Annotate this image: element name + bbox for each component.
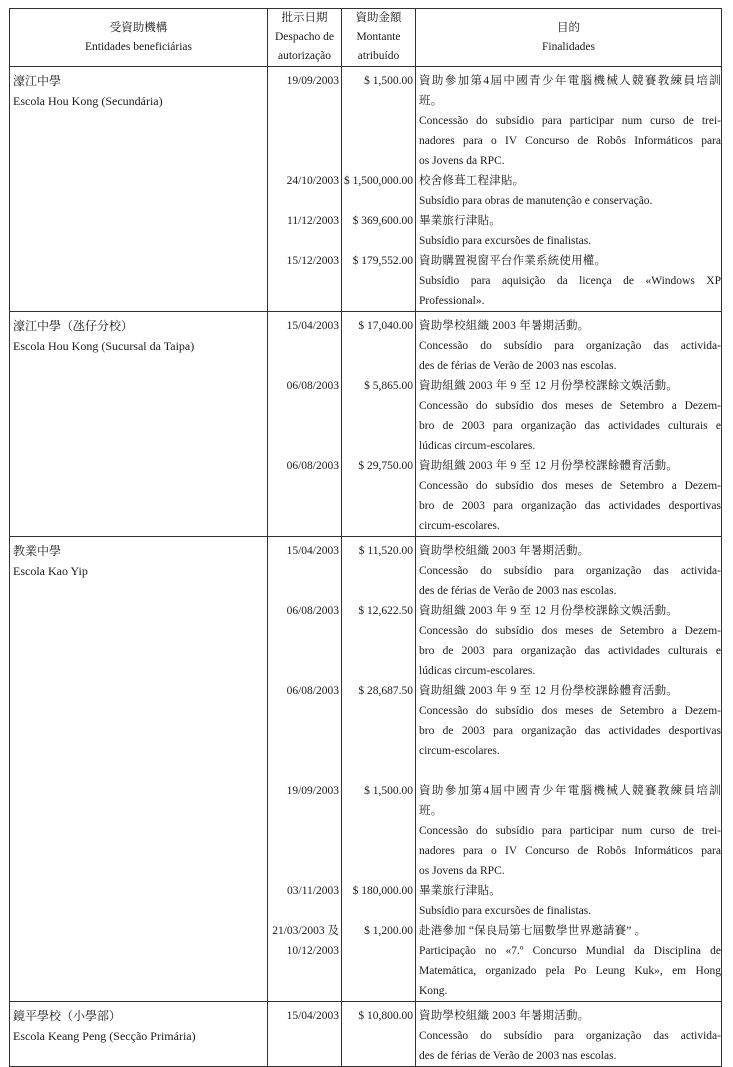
approval-date [268,741,341,761]
purpose-text: Concessão do subsídio para participar num curso de trei- [419,825,721,837]
purpose-text: Concessão do subsídio para organização das activida- [419,340,721,352]
subsidy-amount: $ 1,200.00 [364,925,413,937]
approval-date [268,961,341,981]
entity-name-pt: Escola Hou Kong (Sucursal da Taipa) [13,339,195,353]
purpose-text: 資助組織 2003 年 9 至 12 月份學校課餘體育活動。 [419,685,678,697]
purpose-text [416,761,721,781]
subsidy-amount [342,516,415,536]
subsidy-amount [342,151,415,171]
subsidy-amount: $ 12,622.50 [358,605,413,617]
approval-date [268,821,341,841]
approval-date [268,151,341,171]
header-amount-pt2: atribuído [357,50,400,62]
approval-date [268,1046,341,1066]
purpose-text: des de férias de Verão de 2003 nas escolas. [419,360,617,372]
approval-date [268,476,341,496]
approval-date: 10/12/2003 [286,945,339,957]
subsidy-amount [342,496,415,516]
entity-cell [10,67,268,312]
header-entity [10,9,268,67]
approval-date [268,131,341,151]
subsidy-amount [342,1046,415,1066]
purpose-text: os Jovens da RPC. [419,155,505,167]
header-entity-zh: 受資助機構 [109,21,168,34]
purpose-text: Kong. [419,985,448,997]
header-entity-pt: Entidades beneficiárias [85,40,192,53]
approval-date [268,661,341,681]
purpose-text: 資助參加第4屆中國青少年電腦機械人競賽教練員培訓 [419,75,721,87]
subsidy-amount [342,761,415,781]
entity-cell [10,312,268,537]
purpose-text: Matemática, organizado pela Po Leung Kuk», em Hong [419,965,721,977]
approval-date [268,981,341,1001]
entity-name-pt: Escola Kao Yip [13,564,88,578]
header-purpose-pt: Finalidades [541,40,596,53]
approval-date [268,901,341,921]
subsidy-amount [342,131,415,151]
approval-date: 06/08/2003 [286,460,339,472]
document-page [9,8,721,1062]
header-purpose [416,9,722,67]
approval-date: 21/03/2003 及 [272,925,339,937]
subsidy-amount [342,271,415,291]
subsidy-amount [342,476,415,496]
subsidy-amount [342,561,415,581]
amount-cell [342,67,416,312]
purpose-text: circum-escolares. [419,520,500,532]
subsidy-amount [342,861,415,881]
header-amount [342,9,416,67]
subsidy-amount [342,821,415,841]
subsidy-amount [342,901,415,921]
subsidy-amount: $ 1,500.00 [364,75,413,87]
purpose-text: 資助參加第4屆中國青少年電腦機械人競賽教練員培訓 [419,785,721,797]
entity-name-zh: 鏡平學校（小學部） [13,1009,122,1023]
subsidy-amount: $ 1,500,000.00 [344,175,413,187]
subsidy-amount [342,741,415,761]
approval-date: 03/11/2003 [287,885,339,897]
purpose-text: 班。 [419,805,443,817]
subsidy-amount: $ 1,500.00 [364,785,413,797]
approval-date [268,436,341,456]
amount-cell [342,1002,416,1067]
header-date-zh: 批示日期 [281,12,328,24]
subsidy-amount [342,641,415,661]
purpose-text: Concessão do subsídio dos meses de Setembro a Dezem- [419,400,721,412]
approval-date [268,336,341,356]
subsidy-amount [342,941,415,961]
purpose-text: nadores para o IV Concurso de Robôs Informáticos para [419,845,721,857]
subsidy-amount: $ 10,800.00 [358,1010,413,1022]
entity-cell [10,537,268,1002]
entity-name-zh: 教業中學 [13,544,62,558]
purpose-text: 資助組織 2003 年 9 至 12 月份學校課餘體育活動。 [419,460,678,472]
subsidy-amount [342,111,415,131]
approval-date: 19/09/2003 [286,75,339,87]
subsidy-amount [342,336,415,356]
subsidy-amount [342,416,415,436]
purpose-cell [416,1002,722,1067]
approval-date [268,641,341,661]
purpose-text: Subsídio para aquisição da licença de «Windows XP [419,275,721,287]
approval-date [268,1026,341,1046]
approval-date [268,396,341,416]
purpose-text: 資助購置視窗平台作業系統使用權。 [419,255,607,267]
date-cell [268,312,342,537]
approval-date: 15/04/2003 [286,320,339,332]
purpose-text: nadores para o IV Concurso de Robôs Informáticos para [419,135,721,147]
approval-date [268,496,341,516]
purpose-text: lúdicas circum-escolares. [419,440,536,452]
approval-date: 06/08/2003 [286,685,339,697]
purpose-text: circum-escolares. [419,745,500,757]
header-purpose-zh: 目的 [557,21,580,34]
subsidy-amount [342,801,415,821]
header-date-pt1: Despacho de [274,31,335,43]
table-row [10,67,722,312]
date-cell [268,67,342,312]
purpose-text: bro de 2003 para organização das actividades culturais e [419,645,721,657]
approval-date [268,416,341,436]
subsidy-amount [342,231,415,251]
purpose-text: Concessão do subsídio dos meses de Setembro a Dezem- [419,625,721,637]
header-amount-pt1: Montante [356,31,401,43]
approval-date: 06/08/2003 [286,380,339,392]
table-row [10,312,722,537]
entity-name-pt: Escola Hou Kong (Secundária) [13,94,163,108]
purpose-text: Concessão do subsídio dos meses de Setembro a Dezem- [419,480,721,492]
header-date [268,9,342,67]
subsidy-amount: $ 17,040.00 [358,320,413,332]
purpose-text: Subsídio para obras de manutenção e conservação. [419,195,653,207]
approval-date: 11/12/2003 [287,215,339,227]
date-cell [268,1002,342,1067]
purpose-text: Professional». [419,295,485,307]
purpose-text: 資助學校組織 2003 年暑期活動。 [419,320,590,332]
subsidy-amount: $ 369,600.00 [352,215,413,227]
approval-date: 19/09/2003 [286,785,339,797]
approval-date: 24/10/2003 [286,175,339,187]
subsidy-amount: $ 179,552.00 [352,255,413,267]
purpose-text: 資助組織 2003 年 9 至 12 月份學校課餘文娛活動。 [419,380,678,392]
subsidy-amount [342,661,415,681]
purpose-text: bro de 2003 para organização das actividades desportivas [419,725,721,737]
table-row [10,537,722,1002]
entity-name-zh: 濠江中學 [13,74,62,88]
purpose-text: Concessão do subsídio dos meses de Setembro a Dezem- [419,705,721,717]
subsidy-amount: $ 180,000.00 [352,885,413,897]
purpose-text: Concessão do subsídio para participar num curso de trei- [419,115,721,127]
purpose-cell [416,312,722,537]
approval-date [268,761,341,781]
subsidy-amount [342,91,415,111]
header-amount-zh: 資助金額 [355,12,402,24]
approval-date [268,861,341,881]
purpose-text: des de férias de Verão de 2003 nas escolas. [419,585,617,597]
subsidy-amount: $ 11,520.00 [358,545,413,557]
approval-date: 06/08/2003 [286,605,339,617]
purpose-text: 畢業旅行津貼。 [419,215,501,227]
subsidy-amount [342,291,415,311]
purpose-text: des de férias de Verão de 2003 nas escolas. [419,1050,617,1062]
purpose-text: 赴港參加 “保良局第七屆數學世界邀請賽” 。 [419,925,647,937]
subsidy-amount [342,841,415,861]
approval-date: 15/04/2003 [286,545,339,557]
subsidy-amount [342,621,415,641]
approval-date: 15/04/2003 [286,1010,339,1022]
purpose-text: 資助組織 2003 年 9 至 12 月份學校課餘文娛活動。 [419,605,678,617]
purpose-cell [416,537,722,1002]
approval-date [268,701,341,721]
amount-cell [342,537,416,1002]
subsidy-amount [342,981,415,1001]
approval-date [268,516,341,536]
purpose-text: Subsídio para excursões de finalistas. [419,235,592,247]
subsidy-amount [342,436,415,456]
purpose-cell [416,67,722,312]
subsidy-amount [342,721,415,741]
purpose-text: lúdicas circum-escolares. [419,665,536,677]
subsidy-amount [342,961,415,981]
date-cell [268,537,342,1002]
subsidy-amount [342,701,415,721]
purpose-text: 資助學校組織 2003 年暑期活動。 [419,1010,590,1022]
approval-date [268,801,341,821]
subsidy-amount: $ 5,865.00 [364,380,413,392]
subsidy-amount [342,581,415,601]
purpose-text: bro de 2003 para organização das actividades desportivas [419,500,721,512]
approval-date [268,271,341,291]
purpose-text: Concessão do subsídio para organização das activida- [419,565,721,577]
approval-date [268,356,341,376]
subsidy-amount [342,191,415,211]
table-header-row [10,9,722,67]
approval-date [268,841,341,861]
purpose-text: Subsídio para excursões de finalistas. [419,905,592,917]
purpose-text: Concessão do subsídio para organização das activida- [419,1030,721,1042]
subsidy-amount: $ 29,750.00 [358,460,413,472]
approval-date [268,91,341,111]
purpose-text: 校舍修葺工程津貼。 [419,175,525,187]
purpose-text: 畢業旅行津貼。 [419,885,501,897]
approval-date [268,621,341,641]
subsidy-amount [342,396,415,416]
subsidy-amount [342,1026,415,1046]
purpose-text: 班。 [419,95,443,107]
header-date-pt2: autorização [278,50,331,62]
subsidy-amount [342,356,415,376]
amount-cell [342,312,416,537]
entity-name-pt: Escola Keang Peng (Secção Primária) [13,1029,196,1043]
table-row [10,1002,722,1067]
approval-date [268,191,341,211]
approval-date [268,561,341,581]
purpose-text: bro de 2003 para organização das actividades culturais e [419,420,721,432]
purpose-text: 資助學校組織 2003 年暑期活動。 [419,545,590,557]
subsidy-amount: $ 28,687.50 [358,685,413,697]
approval-date [268,581,341,601]
approval-date [268,111,341,131]
subsidy-table [9,8,722,1067]
purpose-text: os Jovens da RPC. [419,865,505,877]
purpose-text: Participação no «7.º Concurso Mundial da Disciplina de [419,945,721,957]
approval-date [268,721,341,741]
approval-date [268,231,341,251]
approval-date: 15/12/2003 [286,255,339,267]
approval-date [268,291,341,311]
entity-name-zh: 濠江中學（氹仔分校） [13,319,134,333]
entity-cell [10,1002,268,1067]
